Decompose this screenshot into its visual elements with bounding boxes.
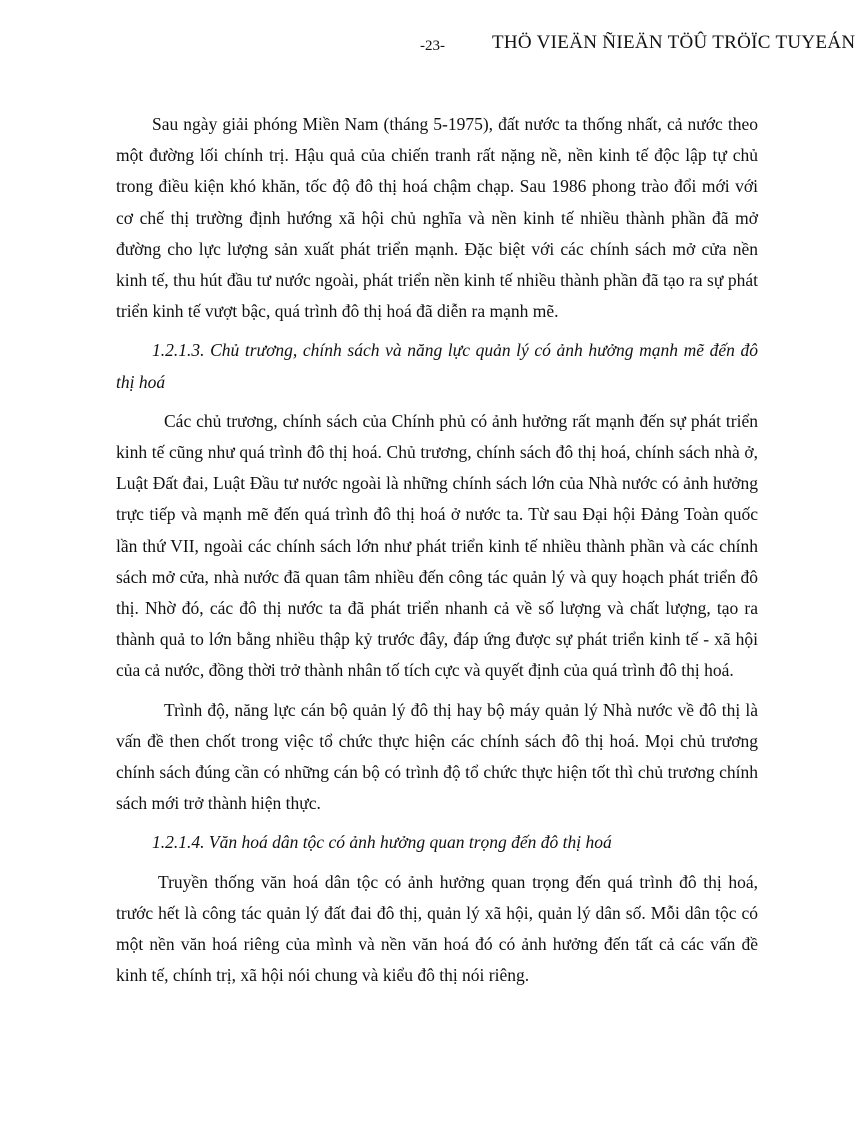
page-header (0, 30, 855, 60)
spacer (116, 398, 758, 406)
document-body (116, 109, 758, 991)
paragraph-policies: Các chủ trương, chính sách của Chính phủ có ảnh hưởng rất mạnh đến sự phát triển kinh tế cũng như quá trình đô thị hoá. Chủ trương, chính sách đô thị hoá, chính sách nhà ở, Luật Đất đai, Luật Đầu tư nước ngoài là những chính sách lớn của Nhà nước có ảnh hưởng trực tiếp và mạnh mẽ đến quá trình đô thị hoá ở nước ta. Từ sau Đại hội Đảng Toàn quốc lần thứ VII, ngoài các chính sách lớn như phát triển kinh tế nhiều thành phần và các chính sách mở cửa, nhà nước đã quan tâm nhiều đến công tác quản lý và quy hoạch phát triển đô thị. Nhờ đó, các đô thị nước ta đã phát triển nhanh cả về số lượng và chất lượng, tạo ra thành quả to lớn bằng nhiều thập kỷ trước đây, đáp ứng được sự phát triển kinh tế - xã hội của cả nước, đồng thời trở thành nhân tố tích cực và quyết định của quá trình đô thị hoá. (116, 410, 758, 681)
spacer (116, 687, 758, 695)
section-heading-1-2-1-3: 1.2.1.3. Chủ trương, chính sách và năng lực quản lý có ảnh hưởng mạnh mẽ đến đô thị hoá (116, 340, 758, 392)
spacer (116, 859, 758, 867)
section-heading-1-2-1-4: 1.2.1.4. Văn hoá dân tộc có ảnh hưởng quan trọng đến đô thị hoá (152, 832, 612, 853)
paragraph-national-culture: Truyền thống văn hoá dân tộc có ảnh hưởng quan trọng đến quá trình đô thị hoá, trước hết là công tác quản lý đất đai đô thị, quản lý xã hội, quản lý dân số. Mỗi dân tộc có một nền văn hoá riêng của mình và nền văn hoá đó có ảnh hưởng đến tất cả các vấn đề kinh tế, chính trị, xã hội nói chung và kiểu đô thị nói riêng. (116, 871, 758, 986)
spacer (116, 819, 758, 827)
page-number: -23- (420, 38, 445, 54)
spacer (116, 327, 758, 335)
paragraph-postwar-urbanization: Sau ngày giải phóng Miền Nam (tháng 5-1975), đất nước ta thống nhất, cả nước theo một đường lối chính trị. Hậu quả của chiến tranh rất nặng nề, nền kinh tế độc lập tự chủ trong điều kiện khó khăn, tốc độ đô thị hoá chậm chạp. Sau 1986 phong trào đổi mới với cơ chế thị trường định hướng xã hội chủ nghĩa và nền kinh tế nhiều thành phần đã mở đường cho lực lượng sản xuất phát triển mạnh. Đặc biệt với các chính sách mở cửa nền kinh tế, thu hút đầu tư nước ngoài, phát triển nền kinh tế nhiều thành phần đã tạo ra sự phát triển kinh tế vượt bậc, quá trình đô thị hoá đã diễn ra mạnh mẽ. (116, 114, 758, 322)
paragraph-management-capacity: Trình độ, năng lực cán bộ quản lý đô thị hay bộ máy quản lý Nhà nước về đô thị là vấn đề then chốt trong việc tổ chức thực hiện các chính sách đô thị hoá. Mọi chủ trương chính sách đúng cần có những cán bộ có trình độ tổ chức thực hiện tốt thì chủ trương chính sách mới trở thành hiện thực. (116, 699, 758, 814)
site-name: THÖ VIEÄN ÑIEÄN TÖÛ TRÖÏC TUYEÁN (492, 32, 855, 53)
